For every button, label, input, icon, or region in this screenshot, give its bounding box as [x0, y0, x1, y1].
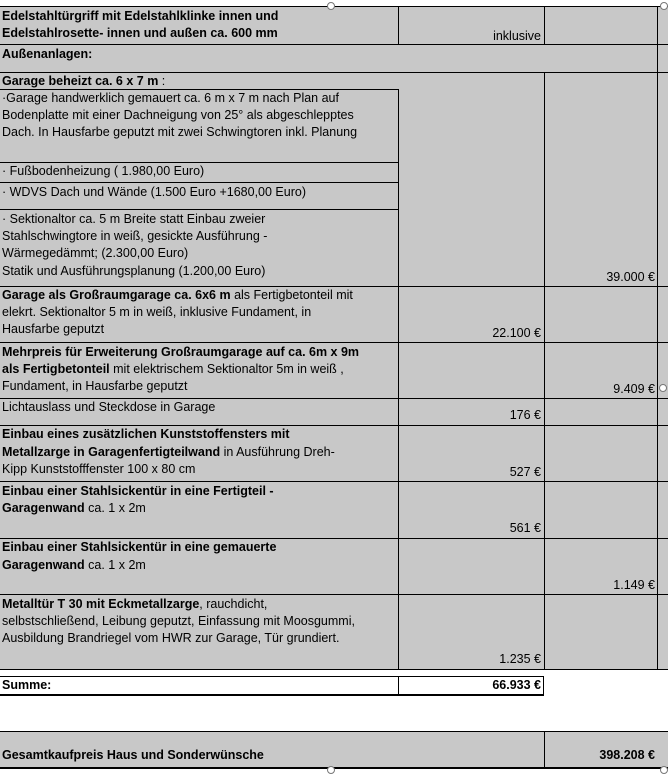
grid-line — [0, 731, 668, 732]
gesamt-label: Gesamtkaufpreis Haus und Sonderwünsche — [2, 748, 264, 762]
grid-line — [398, 89, 399, 669]
row10-text-line1: Metalltür T 30 mit Eckmetallzarge, rauchdicht, — [2, 597, 268, 611]
row1-text-line1: Edelstahltürgriff mit Edelstahlklinke innen und — [2, 9, 279, 23]
grid-line — [544, 6, 545, 44]
garage-option-sectional-line3: Wärmegedämmt; (2.300,00 Euro) — [2, 246, 189, 260]
garage-price: 39.000 € — [606, 270, 655, 284]
garage-option-sectional-line1: · Sektionaltor ca. 5 m Breite statt Einbau zweier — [2, 212, 266, 226]
row5-text-line1: Mehrpreis für Erweiterung Großraumgarage auf ca. 6m x 9m — [2, 345, 360, 359]
row7-text-line2: Metallzarge in Garagenfertigteilwand in Ausführung Dreh- — [2, 445, 335, 459]
grid-line — [0, 44, 668, 45]
section-heading-aussenanlagen: Außenanlagen: — [2, 47, 93, 61]
garage-desc-line3: Dach. In Hausfarbe geputzt mit zwei Schwingtoren inkl. Planung — [2, 125, 358, 139]
garage-option-statik: Statik und Ausführungsplanung (1.200,00 Euro) — [2, 264, 266, 278]
row4-text-line1: Garage als Großraumgarage ca. 6x6 m als Fertigbetonteil mit — [2, 288, 353, 302]
garage-heading — [2, 73, 165, 91]
grid-line — [0, 209, 398, 210]
selection-handle-right-bottom[interactable] — [660, 766, 668, 774]
row10-text-line3: Ausbildung Brandriegel vom HWR zur Garage, Tür grundiert. — [2, 631, 340, 645]
grid-line — [0, 669, 668, 670]
selection-handle-right-middle[interactable] — [659, 384, 667, 392]
garage-option-sectional-line2: Stahlschwingtore in weiß, gesickte Ausführung - — [2, 229, 268, 243]
summe-label: Summe: — [2, 678, 52, 692]
row10-price: 1.235 € — [499, 652, 541, 666]
row4-price: 22.100 € — [492, 326, 541, 340]
garage-option-heating: · Fußbodenheizung ( 1.980,00 Euro) — [2, 164, 205, 178]
row8-text-line2: Garagenwand ca. 1 x 2m — [2, 501, 146, 515]
row5-text-line3: Fundament, in Hausfarbe geputzt — [2, 379, 188, 393]
row8-text-line1: Einbau einer Stahlsickentür in eine Fertigteil - — [2, 484, 274, 498]
garage-heading-bold: Garage beheizt ca. 6 x 7 m — [2, 74, 159, 88]
grid-line — [0, 342, 668, 343]
row5-price: 9.409 € — [613, 382, 655, 396]
grid-line — [0, 182, 398, 183]
row1-status: inklusive — [493, 29, 541, 43]
selection-handle-bottom[interactable] — [327, 766, 335, 774]
row6-text: Lichtauslass und Steckdose in Garage — [2, 400, 216, 414]
row6-price: 176 € — [509, 408, 541, 422]
garage-heading-suffix: : — [158, 74, 166, 88]
grid-line — [0, 481, 668, 482]
grid-line — [543, 676, 544, 695]
row7-text-line3: Kipp Kunststofffenster 100 x 80 cm — [2, 462, 196, 476]
row9-text-line2: Garagenwand ca. 1 x 2m — [2, 558, 146, 572]
selection-handle-right-top[interactable] — [660, 2, 668, 10]
row1-text-line2: Edelstahlrosette- innen und außen ca. 600 mm — [2, 26, 278, 40]
row9-price: 1.149 € — [613, 578, 655, 592]
row7-text-line1: Einbau eines zusätzlichen Kunststoffensters mit — [2, 427, 290, 441]
garage-desc-line2: Bodenplatte mit einer Dachneigung von 25° als abgeschlepptes — [2, 108, 354, 122]
garage-desc-line1: ·Garage handwerklich gemauert ca. 6 m x 7 m nach Plan auf — [2, 91, 339, 105]
garage-option-wdvs: · WDVS Dach und Wände (1.500 Euro +1680,00 Euro) — [2, 185, 306, 199]
row4-text-line2: elekrt. Sektionaltor 5 m in weiß, inklusive Fundament, in — [2, 305, 312, 319]
gesamt-value: 398.208 € — [599, 748, 655, 762]
row5-text-line2: als Fertigbetonteil mit elektrischem Sektionaltor 5m in weiß , — [2, 362, 344, 376]
selection-handle-top[interactable] — [327, 2, 335, 10]
summe-value: 66.933 € — [492, 678, 541, 692]
row10-text-line2: selbstschließend, Leibung geputzt, Einfassung mit Moosgummi, — [2, 614, 355, 628]
row4-text-line3: Hausfarbe geputzt — [2, 322, 105, 336]
grid-line — [657, 6, 658, 669]
row8-price: 561 € — [509, 521, 541, 535]
row7-price: 527 € — [509, 465, 541, 479]
row9-text-line1: Einbau einer Stahlsickentür in eine gemauerte — [2, 540, 277, 554]
